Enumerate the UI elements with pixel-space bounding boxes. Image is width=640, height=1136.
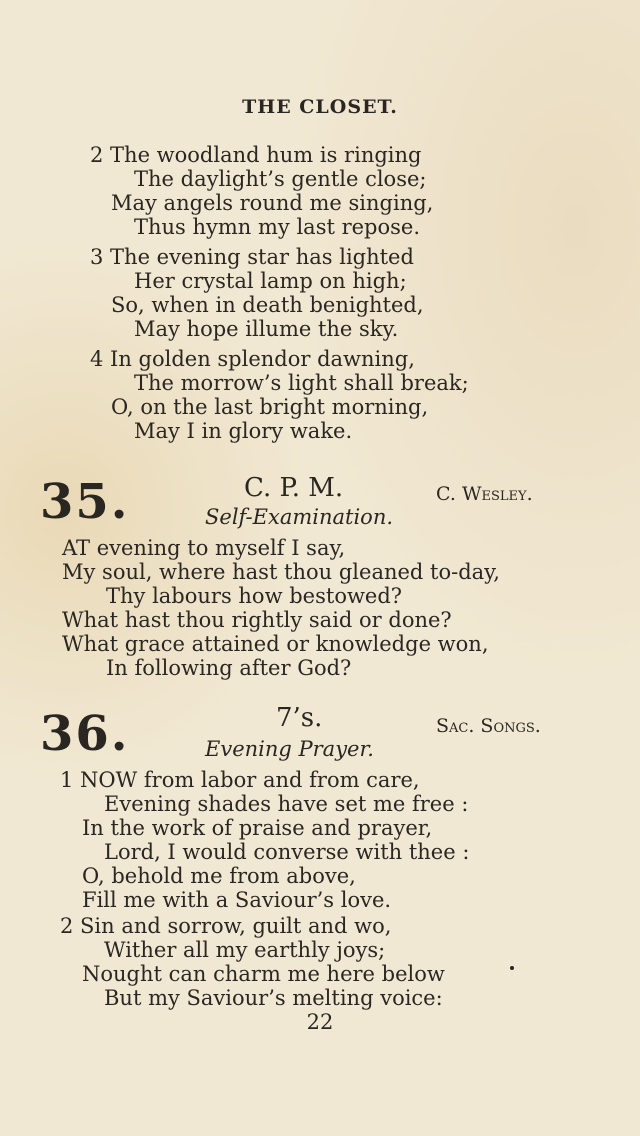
page-header: THE CLOSET. bbox=[242, 96, 398, 118]
verse-line: O, behold me from above, bbox=[82, 864, 356, 888]
verse-line: Her crystal lamp on high; bbox=[134, 269, 407, 293]
hymn-meter: 7’s. bbox=[276, 703, 323, 733]
verse-line: In the work of praise and prayer, bbox=[82, 816, 433, 840]
verse-line: 1 NOW from labor and from care, bbox=[60, 768, 420, 792]
hymn-subtitle: Evening Prayer. bbox=[205, 737, 374, 761]
verse-line: The morrow’s light shall break; bbox=[134, 371, 469, 395]
verse-line: 2 The woodland hum is ringing bbox=[90, 143, 422, 167]
verse-line: 2 Sin and sorrow, guilt and wo, bbox=[60, 914, 392, 938]
ink-speck bbox=[510, 966, 514, 970]
verse-line: Lord, I would converse with thee : bbox=[104, 840, 470, 864]
verse-line: But my Saviour’s melting voice: bbox=[104, 986, 443, 1010]
verse-line: Thus hymn my last repose. bbox=[134, 215, 421, 239]
verse-line: 4 In golden splendor dawning, bbox=[90, 347, 415, 371]
verse-line: May angels round me singing, bbox=[111, 191, 434, 215]
verse-line: So, when in death benighted, bbox=[111, 293, 424, 317]
verse-line: In following after God? bbox=[106, 656, 352, 680]
page-number: 22 bbox=[306, 1010, 334, 1034]
verse-line: Evening shades have set me free : bbox=[104, 792, 469, 816]
hymn-meter: C. P. M. bbox=[244, 473, 344, 503]
verse-line: Wither all my earthly joys; bbox=[104, 938, 386, 962]
hymn-number: 36. bbox=[40, 706, 130, 762]
hymn-subtitle: Self-Examination. bbox=[205, 505, 394, 529]
verse-line: My soul, where hast thou gleaned to-day, bbox=[62, 560, 500, 584]
verse-line: 3 The evening star has lighted bbox=[90, 245, 414, 269]
verse-line: Nought can charm me here below bbox=[82, 962, 445, 986]
verse-line: May I in glory wake. bbox=[134, 419, 353, 443]
hymn-number: 35. bbox=[40, 474, 130, 530]
verse-line: The daylight’s gentle close; bbox=[134, 167, 427, 191]
verse-line: What grace attained or knowledge won, bbox=[62, 632, 489, 656]
verse-line: May hope illume the sky. bbox=[134, 317, 399, 341]
verse-line: AT evening to myself I say, bbox=[62, 536, 346, 560]
verse-line: O, on the last bright morning, bbox=[111, 395, 429, 419]
verse-line: What hast thou rightly said or done? bbox=[62, 608, 452, 632]
hymn-author: Sac. Songs. bbox=[436, 715, 541, 737]
verse-line: Thy labours how bestowed? bbox=[106, 584, 403, 608]
verse-line: Fill me with a Saviour’s love. bbox=[82, 888, 392, 912]
hymn-author: C. Wesley. bbox=[436, 483, 533, 505]
